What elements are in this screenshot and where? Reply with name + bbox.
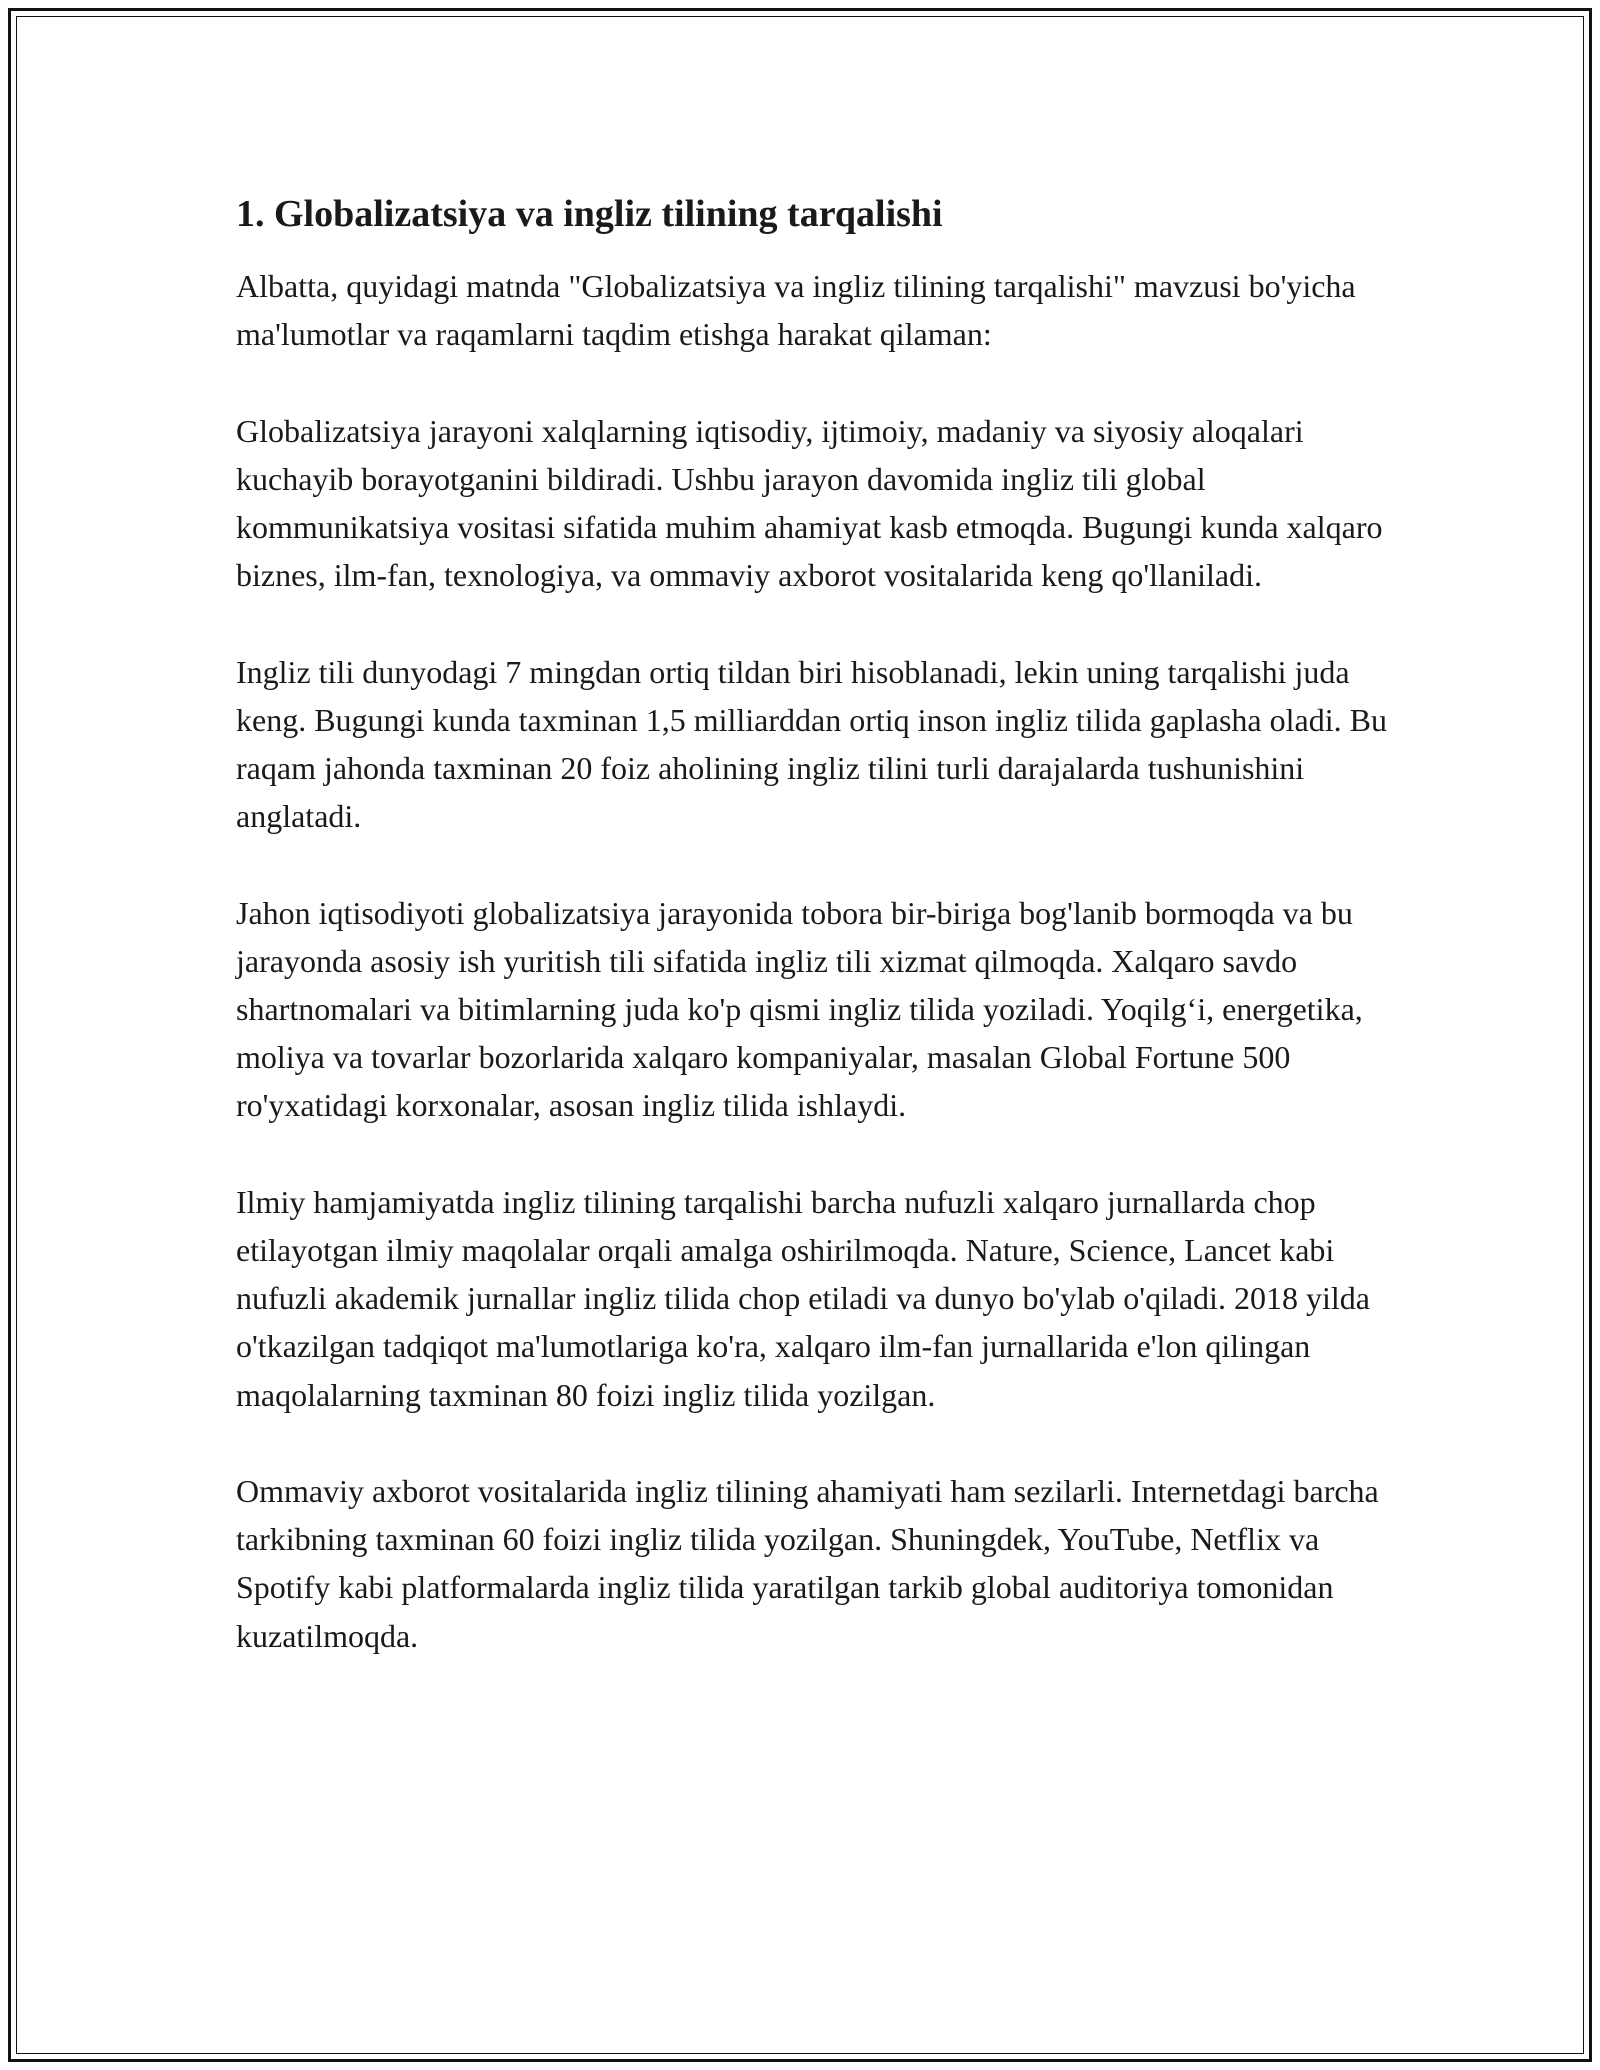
section-heading: 1. Globalizatsiya va ingliz tilining tarqalishi	[236, 193, 943, 235]
speakers-paragraph: Ingliz tili dunyodagi 7 mingdan ortiq tildan biri hisoblanadi, lekin uning tarqalishi juda keng. Bugungi kunda taxminan 1,5 milliarddan ortiq inson ingliz tilida gaplasha oladi. Bu raqam jahonda taxminan 20 foiz aholining ingliz tilini turli darajalarda tushunishini anglatadi.	[236, 653, 1387, 835]
media-paragraph: Ommaviy axborot vositalarida ingliz tilining ahamiyati ham sezilarli. Internetdagi barcha tarkibning taxminan 60 foizi ingliz tilida yozilgan. Shuningdek, YouTube, Netflix va Spotify kabi platformalarda ingliz tilida yaratilgan tarkib global auditoriya tomonidan kuzatilmoqda.	[236, 1473, 1379, 1654]
science-paragraph: Ilmiy hamjamiyatda ingliz tilining tarqalishi barcha nufuzli xalqaro jurnallarda chop etilayotgan ilmiy maqolalar orqali amalga oshirilmoqda. Nature, Science, Lancet kabi nufuzli akademik jurnallar ingliz tilida chop etiladi va dunyo bo'ylab o'qiladi. 2018 yilda o'tkazilgan tadqiqot ma'lumotlariga ko'ra, xalqaro ilm-fan jurnallarida e'lon qilingan maqolalarning taxminan 80 foizi ingliz tilida yozilgan.	[236, 1183, 1370, 1413]
document-body	[236, 188, 1416, 1708]
globalization-paragraph: Globalizatsiya jarayoni xalqlarning iqtisodiy, ijtimoiy, madaniy va siyosiy aloqalari kuchayib borayotganini bildiradi. Ushbu jarayon davomida ingliz tili global kommunikatsiya vositasi sifatida muhim ahamiyat kasb etmoqda. Bugungi kunda xalqaro biznes, ilm-fan, texnologiya, va ommaviy axborot vositalarida keng qo'llaniladi.	[236, 412, 1383, 594]
intro-paragraph: Albatta, quyidagi matnda "Globalizatsiya va ingliz tilining tarqalishi" mavzusi bo'yicha ma'lumotlar va raqamlarni taqdim etishga harakat qilaman:	[236, 268, 1356, 353]
economy-paragraph: Jahon iqtisodiyoti globalizatsiya jarayonida tobora bir-biriga bog'lanib bormoqda va bu jarayonda asosiy ish yuritish tili sifatida ingliz tili xizmat qilmoqda. Xalqaro savdo shartnomalari va bitimlarning juda ko'p qismi ingliz tilida yoziladi. Yoqilg‘i, energetika, moliya va tovarlar bozorlarida xalqaro kompaniyalar, masalan Global Fortune 500 ro'yxatidagi korxonalar, asosan ingliz tilida ishlaydi.	[236, 894, 1363, 1124]
